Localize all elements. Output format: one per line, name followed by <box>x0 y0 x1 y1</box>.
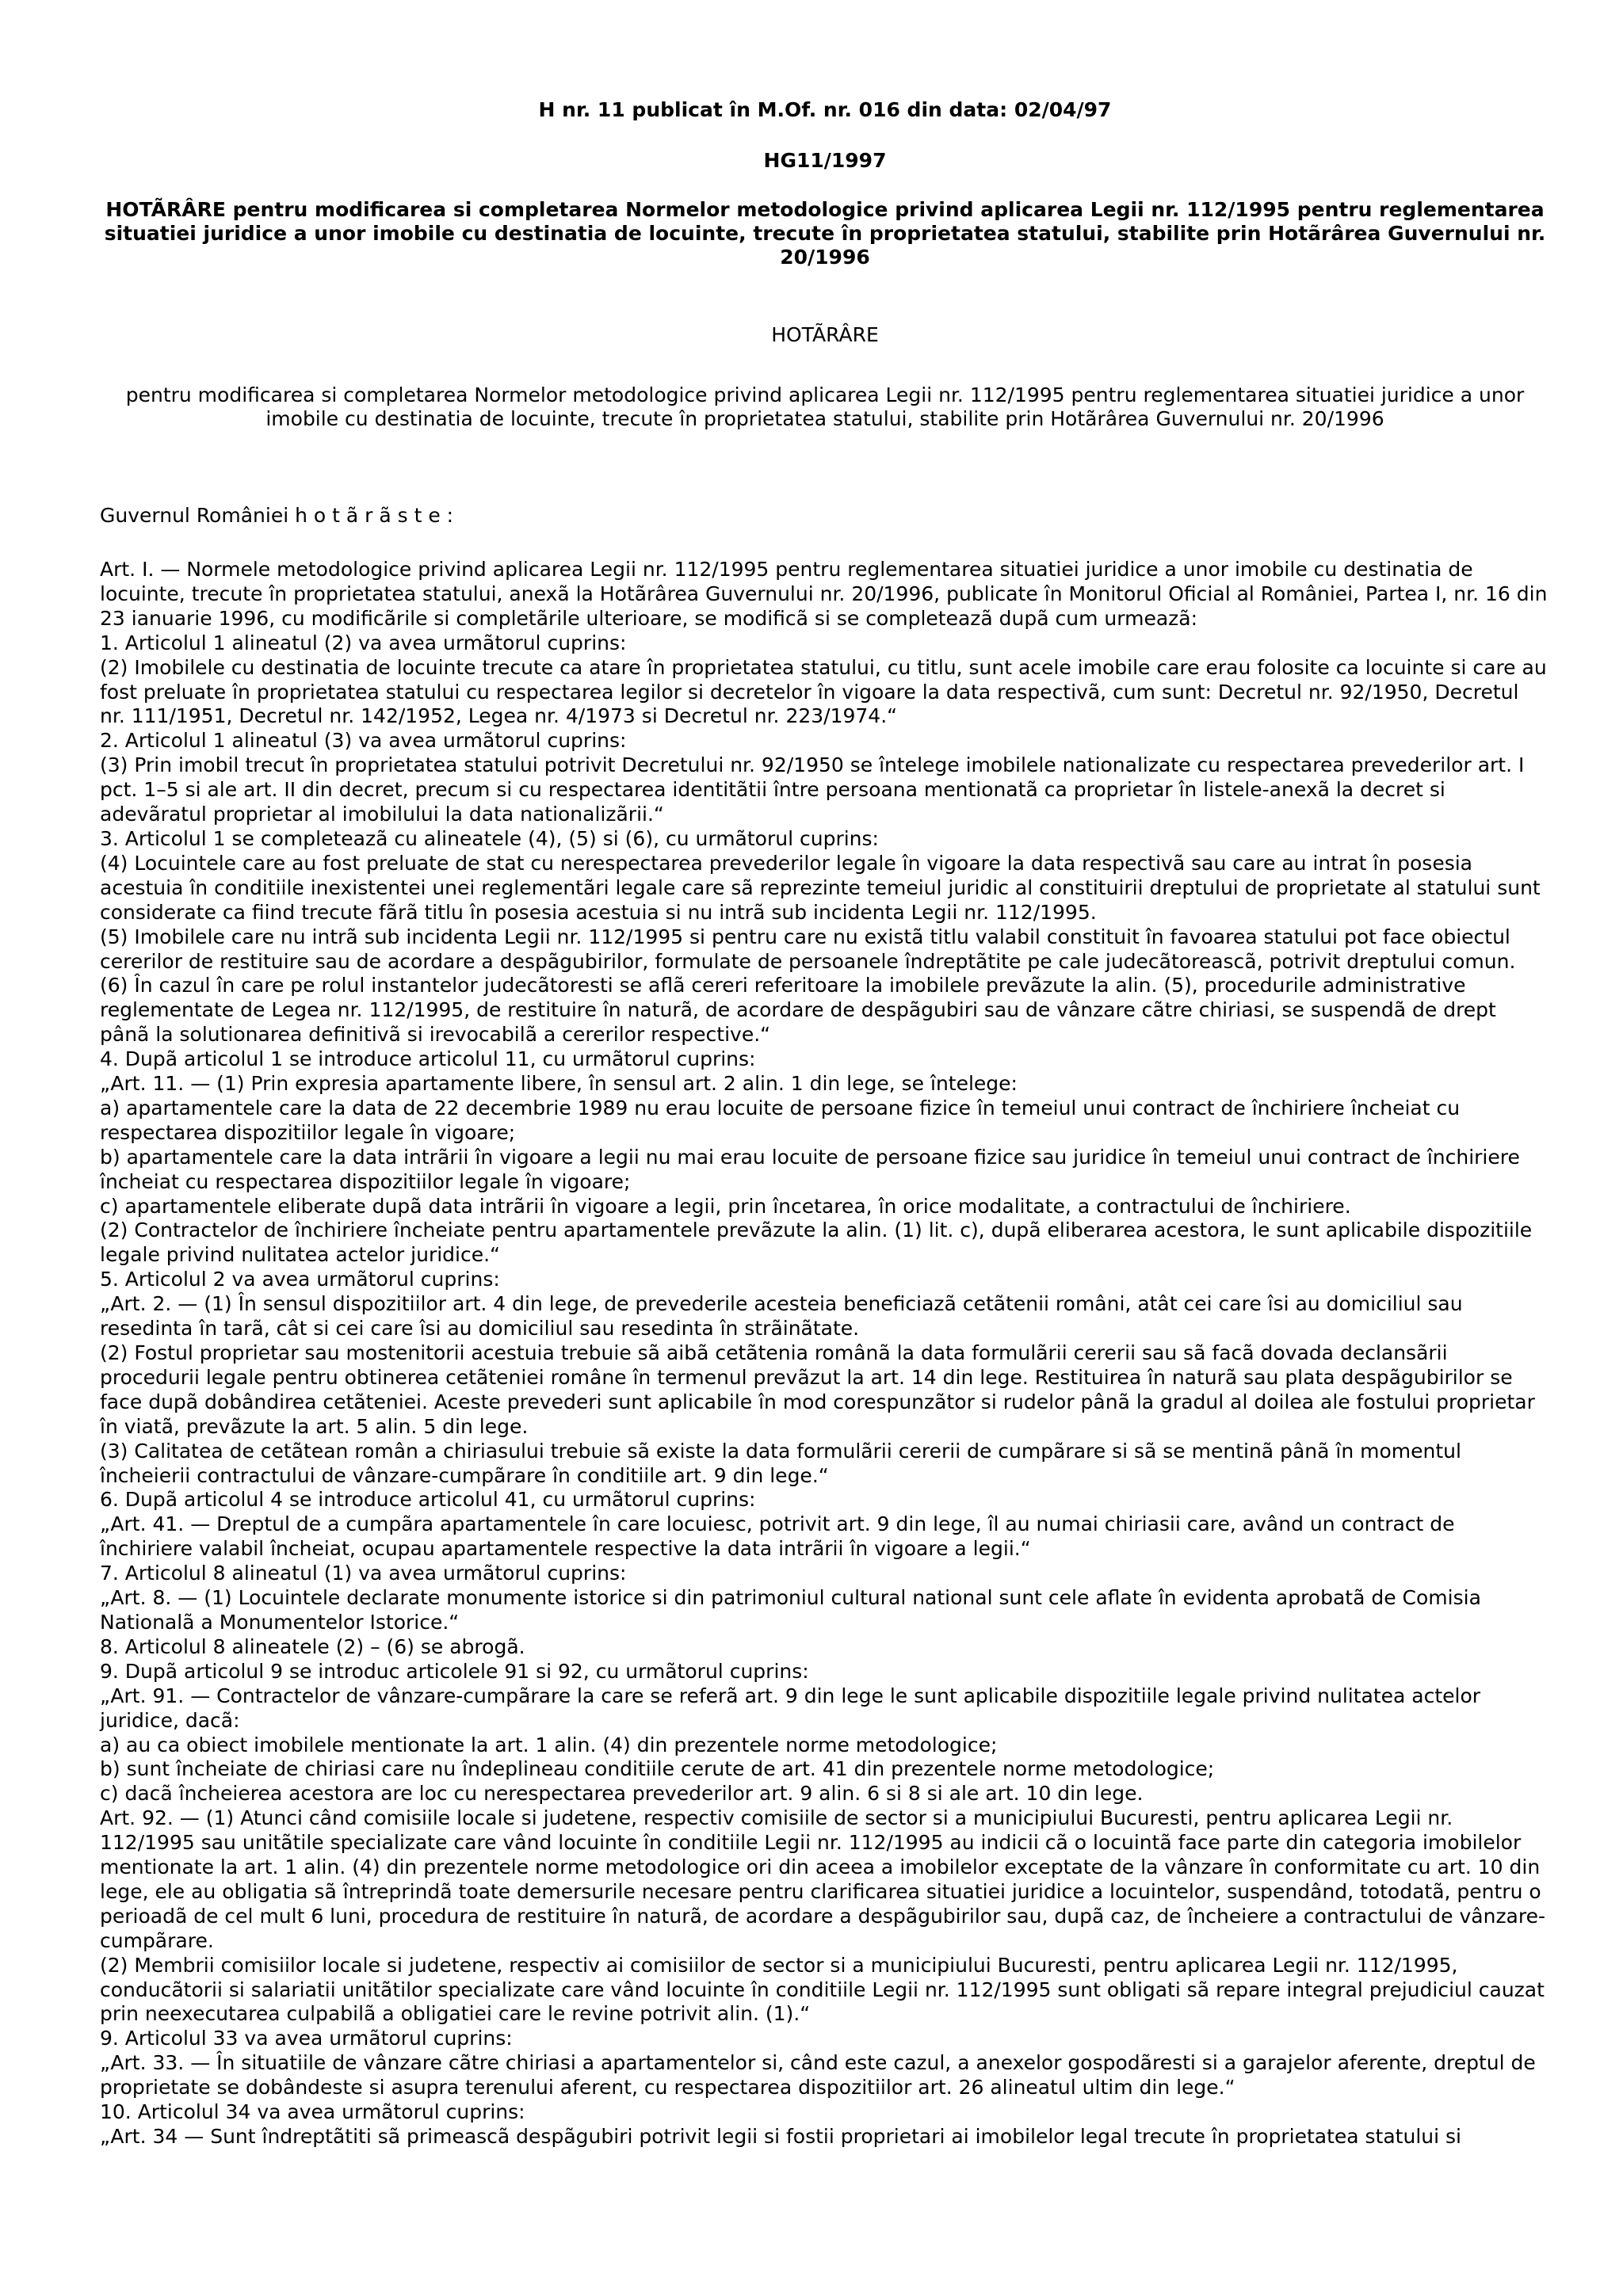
paragraph: (3) Calitatea de cetãtean român a chiriasului trebuie sã existe la data formulãrii cererii de cumpãrare si sã se mentinã pânã în momentul încheierii contractului de vânzare-cumpãrare în conditiile art. 9 din lege.“ <box>100 1439 1461 1487</box>
paragraph: 1. Articolul 1 alineatul (2) va avea urmãtorul cuprins: <box>100 631 627 654</box>
paragraph: Art. I. — Normele metodologice privind aplicarea Legii nr. 112/1995 pentru reglementarea situatiei juridice a unor imobile cu destinatia de locuinte, trecute în proprietatea statului, anexã la Hotãrârea Guvernului nr. 20/1996, publicate în Monitorul Oficial al României, Partea I, nr. 16 din 23 ianuarie 1996, cu modificãrile si completãrile ulterioare, se modificã si se completeazã dupã cum urmeazã: <box>100 558 1548 630</box>
paragraph: (2) Membrii comisiilor locale si judetene, respectiv ai comisiilor de sector si a municipiului Bucuresti, pentru aplicarea Legii nr. 112/1995, conducãtorii si salariatii unitãtilor specializate care vând locuinte în conditiile Legii nr. 112/1995 sunt obligati sã repare integral prejudiciul cauzat prin neexecutarea culpabilã a obligatiei care le revine potrivit alin. (1).“ <box>100 1953 1545 2026</box>
act-code: HG11/1997 <box>763 149 887 172</box>
paragraph: 8. Articolul 8 alineatele (2) – (6) se abrogã. <box>100 1634 525 1658</box>
paragraph: „Art. 33. — În situatiile de vânzare cãtre chiriasi a apartamentelor si, când este cazul, a anexelor gospodãresti si a garajelor aferente, dreptul de proprietate se dobândeste si asupra terenului aferent, cu respectarea dispozitiilor art. 26 alineatul ultim din lege.“ <box>100 2051 1536 2100</box>
paragraph: 4. Dupã articolul 1 se introduce articolul 11, cu urmãtorul cuprins: <box>100 1047 756 1071</box>
paragraph: (2) Fostul proprietar sau mostenitorii acestuia trebuie sã aibã cetãtenia românã la data formulãrii cererii sau sã facã dovada declansãrii procedurii legale pentru obtinerea cetãteniei române în termenul prevãzut la art. 14 din lege. Restituirea în naturã sau plata despãgubirilor se face dupã dobândirea cetãteniei. Aceste prevederi sunt aplicabile în mod corespunzãtor si rudelor pânã la gradul al doilea ale fostului proprietar în viatã, prevãzute la art. 5 alin. 5 din lege. <box>100 1341 1535 1438</box>
paragraph: a) au ca obiect imobilele mentionate la art. 1 alin. (4) din prezentele norme metodologice; <box>100 1733 998 1756</box>
paragraph: (6) În cazul în care pe rolul instantelor judecãtoresti se aflã cereri referitoare la imobilele prevãzute la alin. (5), procedurile administrative reglementate de Legea nr. 112/1995, de restituire în naturã, de acordare de despãgubiri sau de vânzare cãtre chiriasi, se suspendã de drept pânã la solutionarea definitivã si irevocabilã a cererilor respective.“ <box>100 974 1496 1047</box>
paragraph: c) dacã încheierea acestora are loc cu nerespectarea prevederilor art. 9 alin. 6 si 8 si ale art. 10 din lege. <box>100 1782 1144 1806</box>
paragraph: (2) Contractelor de închiriere încheiate pentru apartamentele prevãzute la alin. (1) lit. c), dupã eliberarea acestora, le sunt aplicabile dispozitiile legale privind nulitatea actelor juridice.“ <box>100 1219 1533 1267</box>
paragraph: „Art. 41. — Dreptul de a cumpãra apartamentele în care locuiesc, potrivit art. 9 din lege, îl au numai chiriasii care, având un contract de închiriere valabil încheiat, ocupau apartamentele respective la data intrãrii în vigoare a legii.“ <box>100 1512 1455 1561</box>
paragraph: (2) Imobilele cu destinatia de locuinte trecute ca atare în proprietatea statului, cu titlu, sunt acele imobile care erau folosite ca locuinte si care au fost preluate în proprietatea statului cu respectarea legilor si decretelor în vigoare la data respectivã, cum sunt: Decretul nr. 92/1950, Decretul nr. 111/1951, Decretul nr. 142/1952, Legea nr. 4/1973 si Decretul nr. 223/1974.“ <box>100 655 1547 728</box>
paragraph: 2. Articolul 1 alineatul (3) va avea urmãtorul cuprins: <box>100 729 627 753</box>
paragraph: Art. 92. — (1) Atunci când comisiile locale si judetene, respectiv comisiile de sector si a municipiului Bucuresti, pentru aplicarea Legii nr. 112/1995 sau unitãtile specializate care vând locuinte în conditiile Legii nr. 112/1995 au indicii cã o locuintã face parte din categoria imobilelor mentionate la art. 1 alin. (4) din prezentele norme metodologice ori din aceea a imobilelor exceptate de la vânzare în conformitate cu art. 10 din lege, ele au obligatia sã întreprindã toate demersurile necesare pentru clarificarea situatiei juridice a locuintelor, suspendând, totodatã, pentru o perioadã de cel mult 6 luni, procedura de restituire în naturã, de acordare a despãgubirilor sau, dupã caz, de încheiere a contractului de vânzare-cumpãrare. <box>100 1806 1546 1952</box>
paragraph: 9. Articolul 33 va avea urmãtorul cuprins: <box>100 2027 513 2050</box>
paragraph: b) apartamentele care la data intrãrii în vigoare a legii nu mai erau locuite de persoane fizice sau juridice în temeiul unui contract de închiriere încheiat cu respectarea dispozitiilor legale în vigoare; <box>100 1145 1520 1193</box>
paragraph: 6. Dupã articolul 4 se introduce articolul 41, cu urmãtorul cuprins: <box>100 1488 756 1512</box>
paragraph: 9. Dupã articolul 9 se introduc articolele 91 si 92, cu urmãtorul cuprins: <box>100 1659 809 1683</box>
paragraph: (3) Prin imobil trecut în proprietatea statului potrivit Decretului nr. 92/1950 se întelege imobilele nationalizate cu respectarea prevederilor art. I pct. 1–5 si ale art. II din decret, precum si cu respectarea identitãtii între persoana mentionatã ca proprietar în listele-anexã la decret si adevãratul proprietar al imobilului la data nationalizãrii.“ <box>100 753 1525 826</box>
document-title: HOTÃRÂRE <box>771 323 879 346</box>
government-decision: Guvernul României h o t ã r ã s t e : <box>100 504 454 527</box>
paragraph: „Art. 34 — Sunt îndreptãtiti sã primeascã despãgubiri potrivit legii si fostii proprietari ai imobilelor legal trecute în proprietatea statului si <box>100 2125 1461 2148</box>
document-body <box>100 558 1550 2149</box>
paragraph: c) apartamentele eliberate dupã data intrãrii în vigoare a legii, prin încetarea, în orice modalitate, a contractului de închiriere. <box>100 1194 1351 1218</box>
paragraph: „Art. 91. — Contractelor de vânzare-cumpãrare la care se referã art. 9 din lege le sunt aplicabile dispozitiile legale privind nulitatea actelor juridice, dacã: <box>100 1684 1481 1732</box>
act-heading: HOTÃRÂRE pentru modificarea si completarea Normelor metodologice privind aplicarea Legii nr. 112/1995 pentru reglementarea situatiei juridice a unor imobile cu destinatia de locuinte, trecute în proprietatea statului, stabilite prin Hotãrârea Guvernului nr. 20/1996 <box>104 198 1546 269</box>
paragraph: „Art. 8. — (1) Locuintele declarate monumente istorice si din patrimoniul cultural national sunt cele aflate în evidenta aprobatã de Comisia Nationalã a Monumentelor Istorice.“ <box>100 1586 1481 1634</box>
document-subtitle: pentru modificarea si completarea Normelor metodologice privind aplicarea Legii nr. 112/1995 pentru reglementarea situatiei juridice a unor imobile cu destinatia de locuinte, trecute în proprietatea statului, stabilite prin Hotãrârea Guvernului nr. 20/1996 <box>125 383 1525 430</box>
paragraph: b) sunt încheiate de chiriasi care nu îndeplineau conditiile cerute de art. 41 din prezentele norme metodologice; <box>100 1757 1215 1781</box>
paragraph: a) apartamentele care la data de 22 decembrie 1989 nu erau locuite de persoane fizice în temeiul unui contract de închiriere încheiat cu respectarea dispozitiilor legale în vigoare; <box>100 1096 1461 1144</box>
paragraph: 5. Articolul 2 va avea urmãtorul cuprins: <box>100 1268 500 1291</box>
publication-header: H nr. 11 publicat în M.Of. nr. 016 din data: 02/04/97 <box>538 98 1112 121</box>
paragraph: „Art. 11. — (1) Prin expresia apartamente libere, în sensul art. 2 alin. 1 din lege, se întelege: <box>100 1072 1018 1096</box>
paragraph: 3. Articolul 1 se completeazã cu alineatele (4), (5) si (6), cu urmãtorul cuprins: <box>100 826 879 850</box>
paragraph: 10. Articolul 34 va avea urmãtorul cuprins: <box>100 2100 525 2124</box>
paragraph: 7. Articolul 8 alineatul (1) va avea urmãtorul cuprins: <box>100 1562 627 1585</box>
paragraph: (5) Imobilele care nu intrã sub incidenta Legii nr. 112/1995 si pentru care nu existã titlu valabil constituit în favoarea statului pot face obiectul cererilor de restituire sau de acordare a despãgubirilor, formulate de persoanele îndreptãtite pe cale judecãtoreascã, potrivit dreptului comun. <box>100 925 1516 973</box>
paragraph: „Art. 2. — (1) În sensul dispozitiilor art. 4 din lege, de prevederile acesteia beneficiazã cetãtenii români, atât cei care îsi au domiciliul sau resedinta în tarã, cât si cei care îsi au domiciliul sau resedinta în strãinãtate. <box>100 1292 1463 1341</box>
paragraph: (4) Locuintele care au fost preluate de stat cu nerespectarea prevederilor legale în vigoare la data respectivã sau care au intrat în posesia acestuia în conditiile inexistentei unei reglementãri legale care sã reprezinte temeiul juridic al constituirii dreptului de proprietate al statului sunt considerate ca fiind trecute fãrã titlu în posesia acestuia si nu intrã sub incidenta Legii nr. 112/1995. <box>100 851 1541 924</box>
